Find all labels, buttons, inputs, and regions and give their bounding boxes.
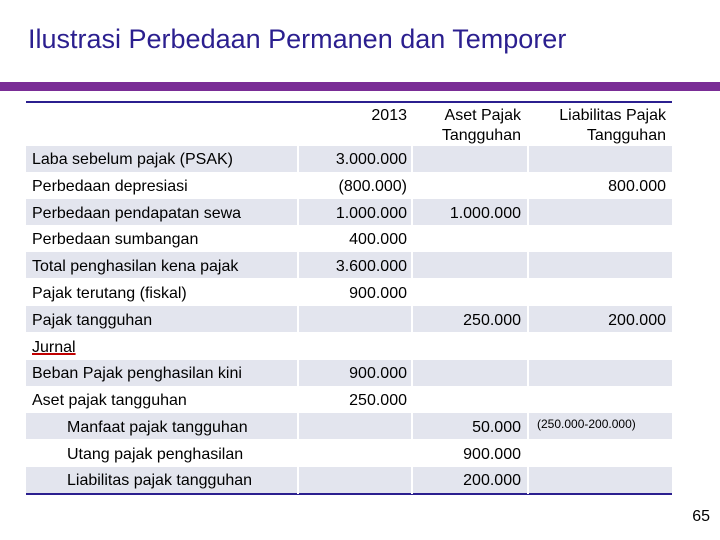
- header-liabilitas-line1: Liabilitas Pajak: [559, 107, 666, 124]
- row-value-2013: 1.000.000: [335, 205, 407, 222]
- row-value-2013: 900.000: [349, 285, 407, 302]
- row-value-2013: 250.000: [349, 392, 407, 409]
- header-year: 2013: [371, 107, 407, 124]
- page-title: Ilustrasi Perbedaan Permanen dan Temporer: [28, 24, 567, 54]
- column-separator: [527, 146, 529, 494]
- row-label: Aset pajak tangguhan: [32, 392, 187, 409]
- table-bottom-border: [26, 493, 672, 495]
- row-value-liabilitas: 800.000: [608, 178, 666, 195]
- row-value-2013: 3.000.000: [335, 151, 407, 168]
- row-value-2013: 900.000: [349, 365, 407, 382]
- row-value-aset: 200.000: [463, 472, 521, 489]
- row-value-2013: 3.600.000: [335, 258, 407, 275]
- row-value-liabilitas: 200.000: [608, 312, 666, 329]
- title-divider: [0, 82, 720, 91]
- row-label: Perbedaan pendapatan sewa: [32, 205, 242, 222]
- row-label: Liabilitas pajak tangguhan: [67, 472, 253, 489]
- column-separator: [297, 146, 299, 494]
- calculation-note: (250.000-200.000): [537, 417, 636, 431]
- row-label: Perbedaan sumbangan: [32, 231, 199, 248]
- row-label: Beban Pajak penghasilan kini: [32, 365, 242, 382]
- row-label: Manfaat pajak tangguhan: [67, 419, 248, 436]
- row-label: Pajak tangguhan: [32, 312, 153, 329]
- row-label: Laba sebelum pajak (PSAK): [32, 151, 233, 168]
- row-value-aset: 250.000: [463, 312, 521, 329]
- row-label: Total penghasilan kena pajak: [32, 258, 239, 275]
- table-top-border: [26, 101, 672, 103]
- row-value-aset: 900.000: [463, 446, 521, 463]
- jurnal-heading: Jurnal: [32, 339, 76, 356]
- header-liabilitas-line2: Tangguhan: [586, 127, 666, 144]
- row-label: Utang pajak penghasilan: [67, 446, 244, 463]
- row-label: Perbedaan depresiasi: [32, 178, 188, 195]
- row-value-2013: 400.000: [349, 231, 407, 248]
- page-number: 65: [692, 508, 710, 525]
- row-value-aset: 50.000: [472, 419, 521, 436]
- column-separator: [411, 146, 413, 494]
- row-value-aset: 1.000.000: [449, 205, 521, 222]
- row-label: Pajak terutang (fiskal): [32, 285, 187, 302]
- header-asset-line2: Tangguhan: [441, 127, 521, 144]
- header-asset-line1: Aset Pajak: [444, 107, 521, 124]
- row-value-2013: (800.000): [338, 178, 407, 195]
